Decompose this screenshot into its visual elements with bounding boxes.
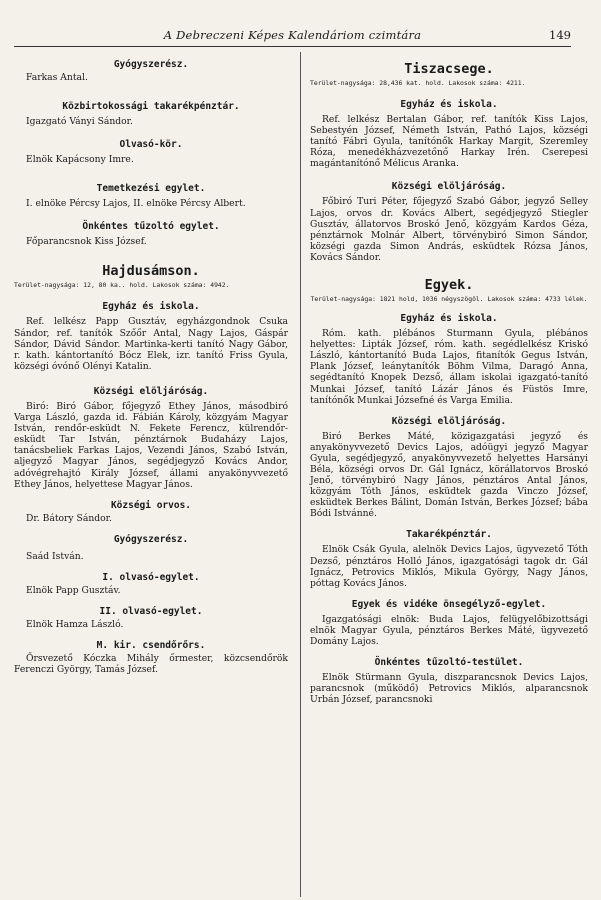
section-heading: Egyház és iskola.	[400, 313, 498, 325]
section-heading: Takarékpénztár.	[406, 529, 492, 541]
section-heading: Gyógyszerész.	[113, 59, 189, 70]
section-heading: Egyház és iskola.	[400, 99, 498, 110]
column-divider	[300, 52, 301, 897]
section-heading: Önkéntes tűzoltó egylet.	[82, 221, 220, 233]
section-heading: Községi elöljáróság.	[391, 415, 507, 427]
town-meta: Terület-nagysága: 1821 hold, 1036 négyszögöl. Lakosok száma: 4733 lélek.	[310, 295, 588, 304]
page-number: 149	[549, 28, 571, 42]
section-heading: Egyek és vidéke önsegélyző-egylet.	[351, 598, 547, 610]
section-heading: I. olvasó-egylet.	[102, 571, 200, 583]
section-text: Ref. lelkész Bertalan Gábor, ref. tanítók Kiss Lajos, Sebestyén József, Németh István, Pathó Lajos, községi tanító Fábri Gyula, tanítónők Harkay Margit, Szeremley Róza, menedékházvezetőnő Harkay Irén. Cserepesi magántanítónő Mélicus Aranka.	[310, 114, 588, 170]
section-heading: Önkéntes tűzoltó-testület.	[374, 657, 524, 669]
section-text: Saád István.	[26, 550, 84, 562]
section-text: Igazgató Ványi Sándor.	[26, 116, 133, 128]
section-heading: M. kir. csendőrőrs.	[96, 640, 206, 652]
section-text: Dr. Bátory Sándor.	[26, 512, 112, 524]
section-text: Biró Berkes Máté, közigazgatási jegyző és anyakönyvvezető Devics Lajos, adóügyi jegyző Magyar Gyula, segédjegyző, anyakönyvvezető helyettes Harsányi Béla, községi orvos Dr. Gál Ignácz, körállatorvos Broskó Jenő, törvénybiró Nagy János, pénztáros Antal János, közgyám Tóth János, esküdtek gazda Vinczo József, esküdtek Berkes Bálint, Domán István, Berkes József; bába Bódi Istvánné.	[310, 430, 588, 520]
section-text	[310, 614, 588, 647]
town-heading: Egyek.	[424, 277, 474, 294]
section-heading: II. olvasó-egylet.	[99, 605, 203, 617]
right-column	[310, 55, 588, 705]
section-text: I. elnöke Pércsy Lajos, II. elnöke Pércsy Albert.	[26, 198, 246, 210]
section-text: Főbiró Turi Péter, főjegyző Szabó Gábor, jegyző Selley Lajos, orvos dr. Kovács Albert, segédjegyző Stiegler Gusztáv, állatorvos Broskó Jenő, közgyám Kardos Géza, pénztárnok Molnár Albert, törvénybiró Simon Sándor, községi gazda Simon András, esküdtek Rózsa János, Kovács Sándor.	[310, 196, 588, 263]
left-column	[14, 55, 288, 675]
section-text: Őrsvezető Kóczka Mihály őrmester, közcsendőrök Ferenczi György, Tamás József.	[14, 653, 288, 676]
section-heading: Közbirtokossági takarékpénztár.	[62, 101, 240, 113]
section-heading: Olvasó-kör.	[119, 139, 183, 151]
page-header	[14, 28, 571, 47]
onsegely-label: Igazgatósági	[322, 613, 382, 625]
section-text: Farkas Antal.	[26, 72, 88, 83]
town-meta: Terület-nagysága: 28,436 kat. hold. Lakosok száma: 4211.	[310, 79, 526, 87]
section-heading: Gyógyszerész.	[113, 533, 189, 545]
section-heading: Egyház és iskola.	[102, 301, 200, 313]
section-heading: Községi elöljáróság.	[93, 385, 209, 397]
section-heading: Községi elöljáróság.	[391, 181, 507, 193]
section-text: Elnök Papp Gusztáv.	[26, 584, 121, 596]
town-heading: Tiszacsege.	[404, 61, 494, 77]
section-text: Biró: Biró Gábor, főjegyző Ethey János, másodbiró Varga László, gazda id. Fábián Károly, közgyám Magyar István, rendőr-esküdt N. Fekete Ferencz, külrendőr-esküdt Tar István, pénztárnok Budaházy Lajos, tanácsbeliek Farkas Lajos, Vezendi János, Szabó István, aljegyző Magyar János, segédjegyző Kovács Andor, adóvégrehajtó Király József, állami anyakönyvvezető Ethey János, helyettese Magyar János.	[14, 400, 288, 490]
running-title: A Debreczeni Képes Kalendáriom czimtára	[163, 28, 422, 42]
section-text: Elnök Kapácsony Imre.	[26, 154, 134, 166]
section-heading: Temetkezési egylet.	[96, 183, 206, 195]
section-text: Róm. kath. plébános Sturmann Gyula, plébános helyettes: Lipták József, róm. kath. segédlelkész Kriskó László, kántortanító Buda Lajos, fitanítók Gegus István, Plank József, leánytanítók Böhm Vilma, Daragó Anna, segédtanító Knopek Dezső, állam iskolai igazgató-tanító Munkai József, tanító Lázár János és Füstös Imre, tanítónők Munkai Józsefné és Varga Emilia.	[310, 328, 588, 406]
section-text: Főparancsnok Kiss József.	[26, 236, 147, 248]
section-text: Elnök Csák Gyula, alelnök Devics Lajos, ügyvezető Tóth Dezső, pénztáros Holló János, igazgatósági tagok dr. Gál Ignácz, Petrovics Miklós, Mikula György, Nagy János, póttag Kovács János.	[310, 544, 588, 589]
section-text: Elnök Hamza László.	[26, 618, 124, 630]
section-text: Elnök Stürmann Gyula, diszparancsnok Devics Lajos, parancsnok (működő) Petrovics Miklós, alparancsnok Urbán József, parancsnoki	[310, 672, 588, 706]
town-meta: Terület-nagysága: 12, 80 ka.. hold. Lakosok száma: 4942.	[14, 281, 230, 290]
town-heading: Hajdusámson.	[102, 263, 200, 280]
onsegely-body: elnök: Buda Lajos, felügyelőbizottsági elnök Magyar Gyula, pénztáros Berkes Máté, ügyvezető Domány Lajos.	[310, 613, 588, 647]
section-text: Ref. lelkész Papp Gusztáv, egyházgondnok Csuka Sándor, ref. tanítók Szőőr Antal, Nagy Lajos, Gáspár Sándor, Dávid Sándor. Martinka-kerti tanító Nagy Gábor, r. kath. kántortanító Bócz Elek, izr. tanító Friss Gyula, községi óvónő Olényi Katalin.	[14, 316, 288, 372]
section-heading: Községi orvos.	[110, 499, 192, 511]
